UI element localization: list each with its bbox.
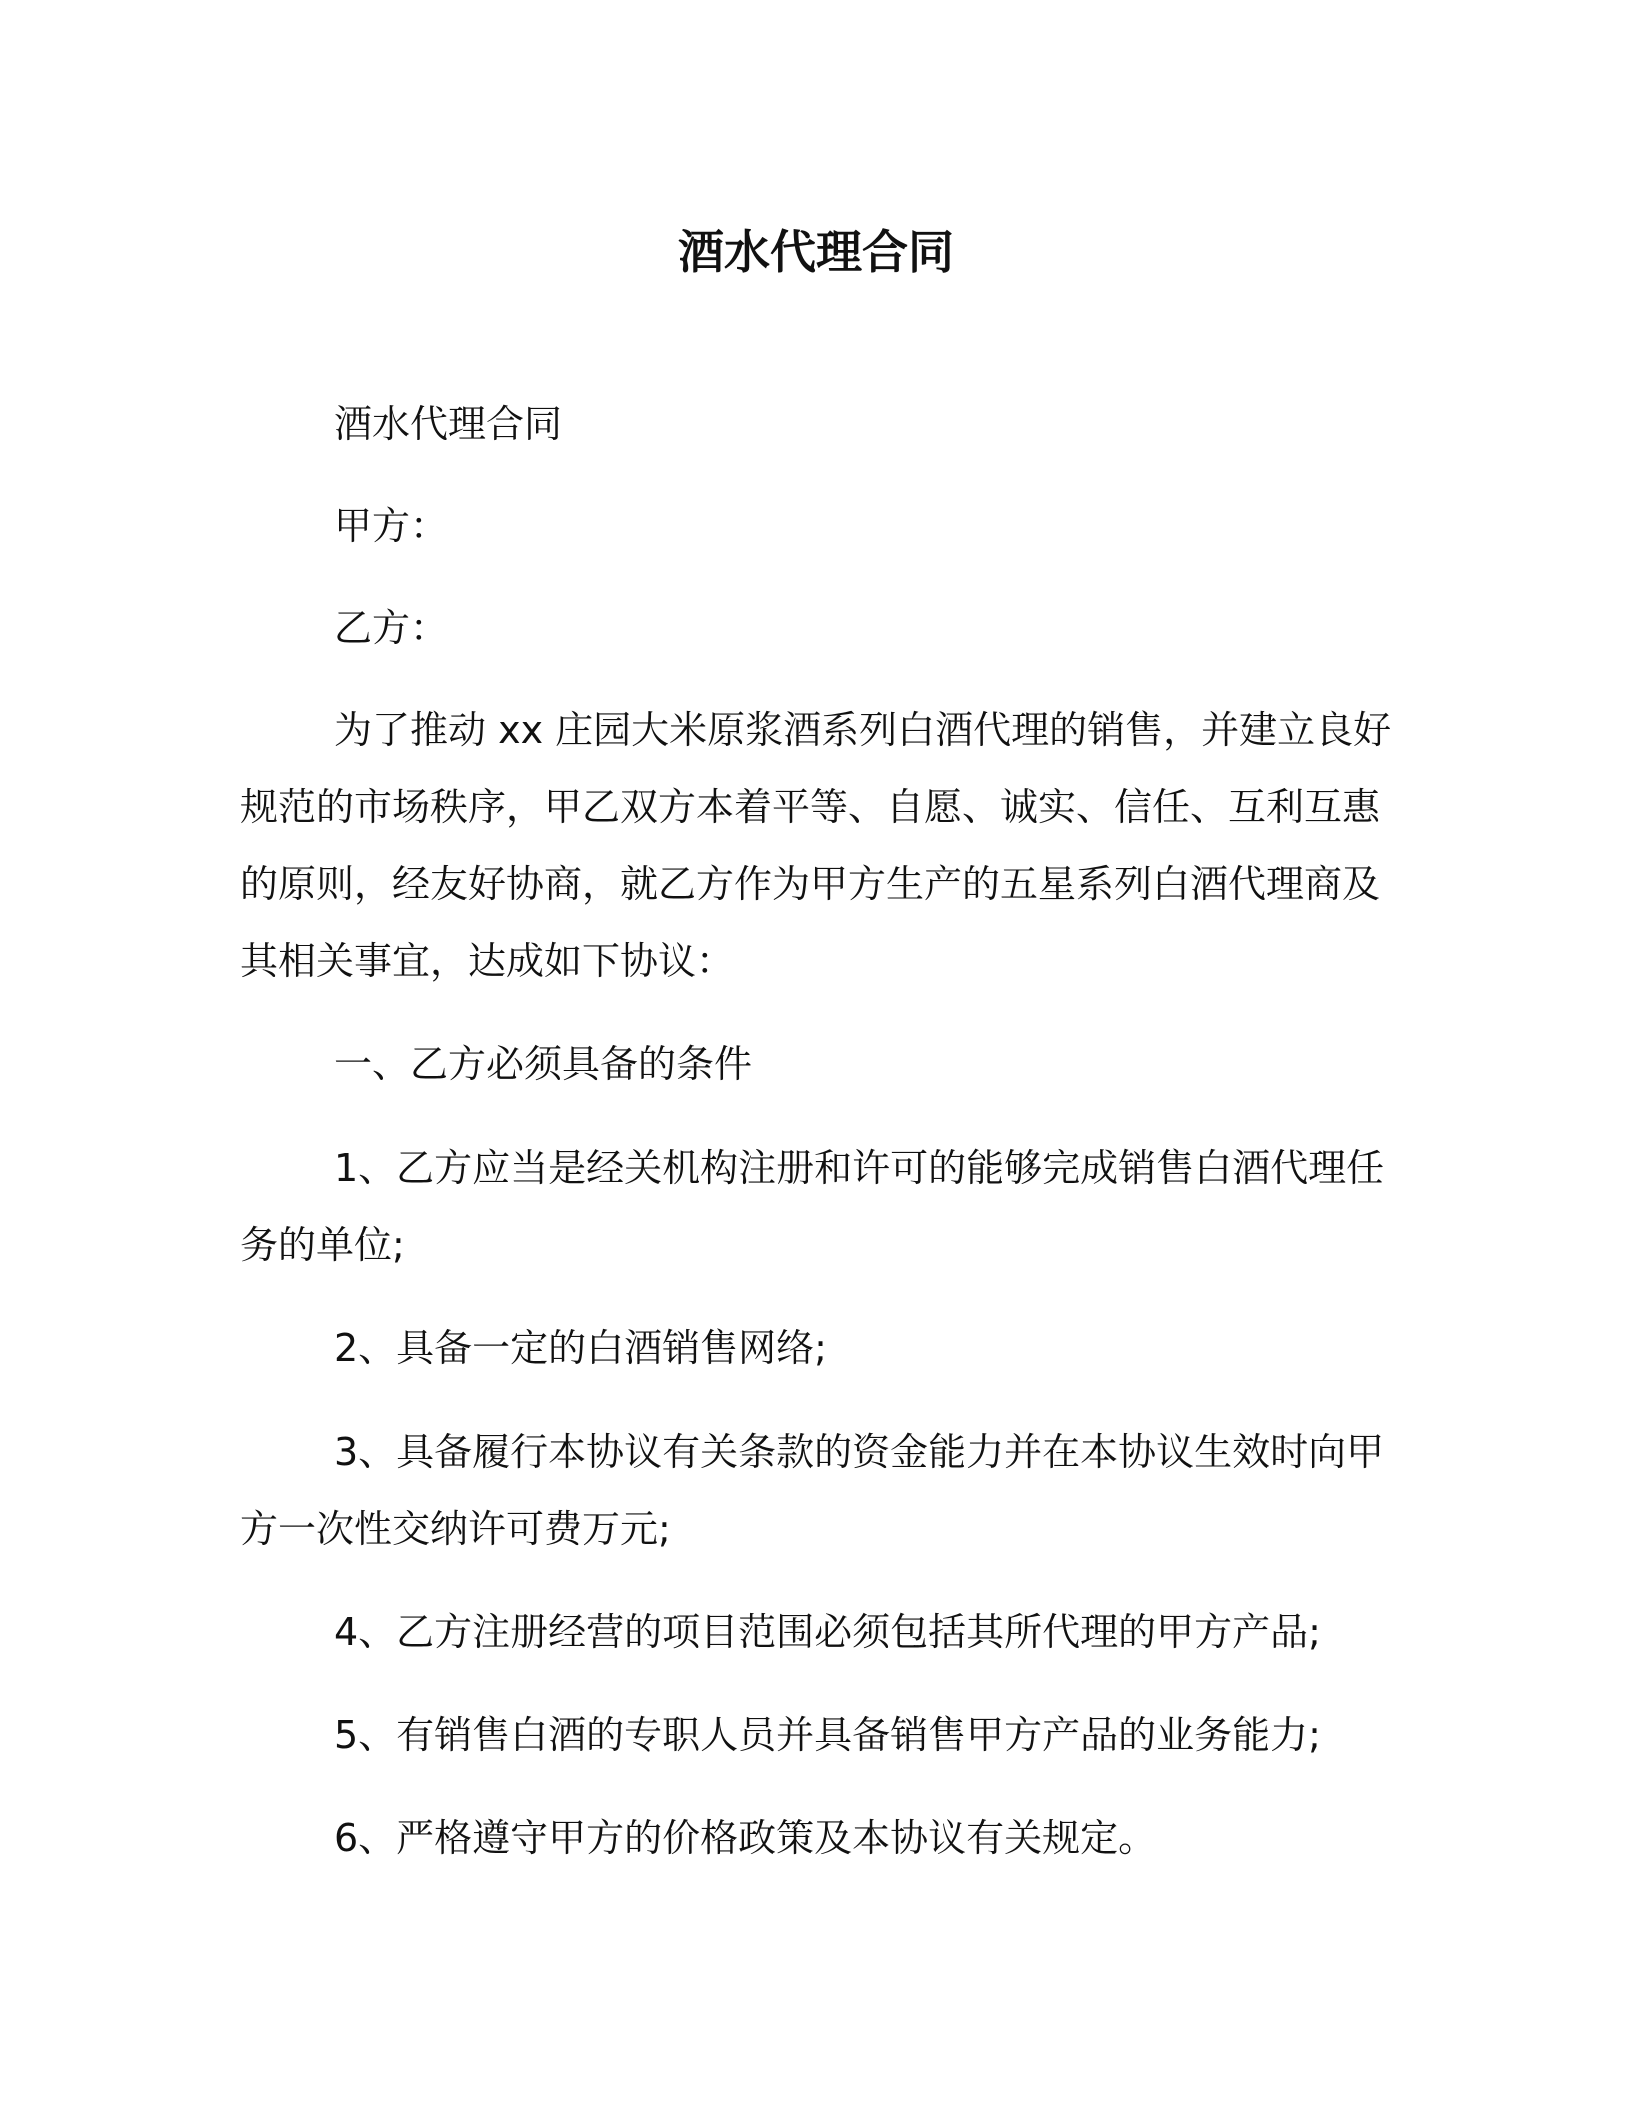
list-item-line: 方一次性交纳许可费万元; <box>240 1507 671 1551</box>
party-a-label: 甲方： <box>334 504 449 548</box>
list-item: 5、有销售白酒的专职人员并具备销售甲方产品的业务能力; <box>334 1713 1321 1757</box>
list-item-line: 3、具备履行本协议有关条款的资金能力并在本协议生效时向甲 <box>334 1430 1385 1474</box>
intro-line: 规范的市场秩序，甲乙双方本着平等、自愿、诚实、信任、互利互惠 <box>240 785 1381 829</box>
intro-line: 为了推动 xx 庄园大米原浆酒系列白酒代理的销售，并建立良好 <box>334 708 1392 752</box>
list-item-line: 务的单位; <box>240 1223 405 1267</box>
intro-line: 其相关事宜，达成如下协议： <box>240 939 735 983</box>
document-title: 酒水代理合同 <box>678 225 954 279</box>
party-b-label: 乙方： <box>334 606 449 650</box>
section-heading: 一、乙方必须具备的条件 <box>334 1042 753 1086</box>
intro-line: 的原则，经友好协商，就乙方作为甲方生产的五星系列白酒代理商及 <box>240 862 1381 906</box>
list-item: 4、乙方注册经营的项目范围必须包括其所代理的甲方产品; <box>334 1610 1321 1654</box>
list-item: 2、具备一定的白酒销售网络; <box>334 1326 827 1370</box>
list-item: 6、严格遵守甲方的价格政策及本协议有关规定。 <box>334 1816 1157 1860</box>
list-item-line: 1、乙方应当是经关机构注册和许可的能够完成销售白酒代理任 <box>334 1146 1385 1190</box>
contract-subtitle: 酒水代理合同 <box>334 402 563 446</box>
